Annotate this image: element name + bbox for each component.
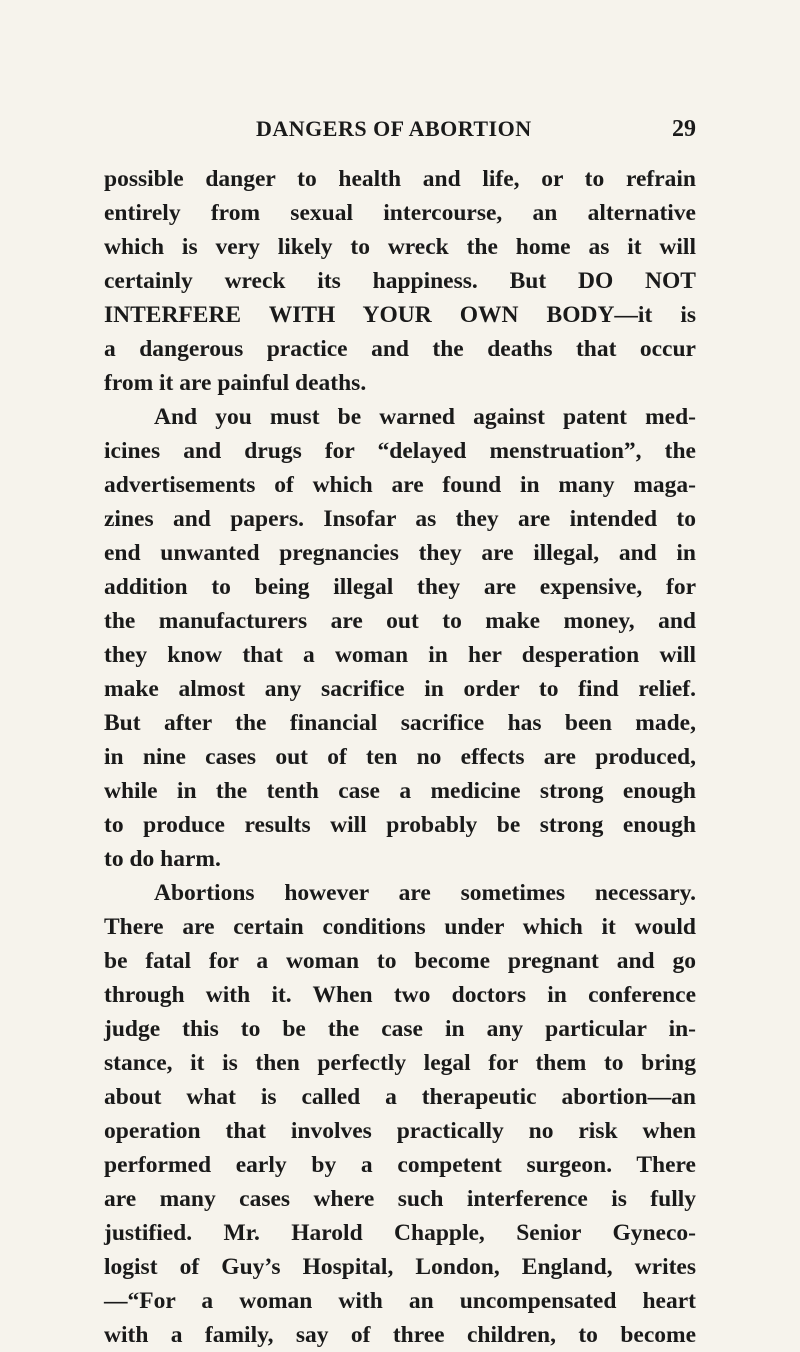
text-line: But after the financial sacrifice has been made, bbox=[104, 710, 696, 736]
text-line: INTERFERE WITH YOUR OWN BODY—it is bbox=[104, 302, 696, 328]
text-line: through with it. When two doctors in conference bbox=[104, 982, 696, 1008]
text-line: to produce results will probably be strong enough bbox=[104, 812, 696, 838]
text-line: logist of Guy’s Hospital, London, England, writes bbox=[104, 1254, 696, 1280]
text-line: Abortions however are sometimes necessary. bbox=[154, 880, 696, 906]
text-line: make almost any sacrifice in order to find relief. bbox=[104, 676, 696, 702]
text-line: with a family, say of three children, to become bbox=[104, 1322, 696, 1348]
text-line: zines and papers. Insofar as they are intended to bbox=[104, 506, 696, 532]
text-line: icines and drugs for “delayed menstruation”, the bbox=[104, 438, 696, 464]
text-line: judge this to be the case in any particular in- bbox=[104, 1016, 696, 1042]
text-line: in nine cases out of ten no effects are produced, bbox=[104, 744, 696, 770]
text-line: entirely from sexual intercourse, an alternative bbox=[104, 200, 696, 226]
text-line: justified. Mr. Harold Chapple, Senior Gyneco- bbox=[104, 1220, 696, 1246]
chapter-title: DANGERS OF ABORTION bbox=[256, 116, 532, 141]
text-line: from it are painful deaths. bbox=[104, 370, 367, 396]
text-line: are many cases where such interference is fully bbox=[104, 1186, 696, 1212]
running-head bbox=[256, 112, 696, 146]
body-text bbox=[104, 162, 696, 1352]
text-line: —“For a woman with an uncompensated heart bbox=[104, 1288, 696, 1314]
text-line: And you must be warned against patent med- bbox=[154, 404, 696, 430]
page-number: 29 bbox=[672, 116, 696, 142]
text-line: about what is called a therapeutic abortion—an bbox=[104, 1084, 696, 1110]
text-line: while in the tenth case a medicine strong enough bbox=[104, 778, 696, 804]
text-line: advertisements of which are found in many maga- bbox=[104, 472, 696, 498]
text-line: be fatal for a woman to become pregnant and go bbox=[104, 948, 696, 974]
text-line: stance, it is then perfectly legal for them to bring bbox=[104, 1050, 696, 1076]
text-line: There are certain conditions under which it would bbox=[104, 914, 696, 940]
text-line: operation that involves practically no risk when bbox=[104, 1118, 696, 1144]
text-line: they know that a woman in her desperation will bbox=[104, 642, 696, 668]
text-line: performed early by a competent surgeon. There bbox=[104, 1152, 696, 1178]
text-line: certainly wreck its happiness. But DO NOT bbox=[104, 268, 696, 294]
text-line: addition to being illegal they are expensive, for bbox=[104, 574, 696, 600]
text-line: which is very likely to wreck the home as it will bbox=[104, 234, 696, 260]
text-line: the manufacturers are out to make money, and bbox=[104, 608, 696, 634]
text-line: to do harm. bbox=[104, 846, 221, 872]
text-line: a dangerous practice and the deaths that occur bbox=[104, 336, 696, 362]
text-line: possible danger to health and life, or to refrain bbox=[104, 166, 696, 192]
text-line: end unwanted pregnancies they are illegal, and in bbox=[104, 540, 696, 566]
